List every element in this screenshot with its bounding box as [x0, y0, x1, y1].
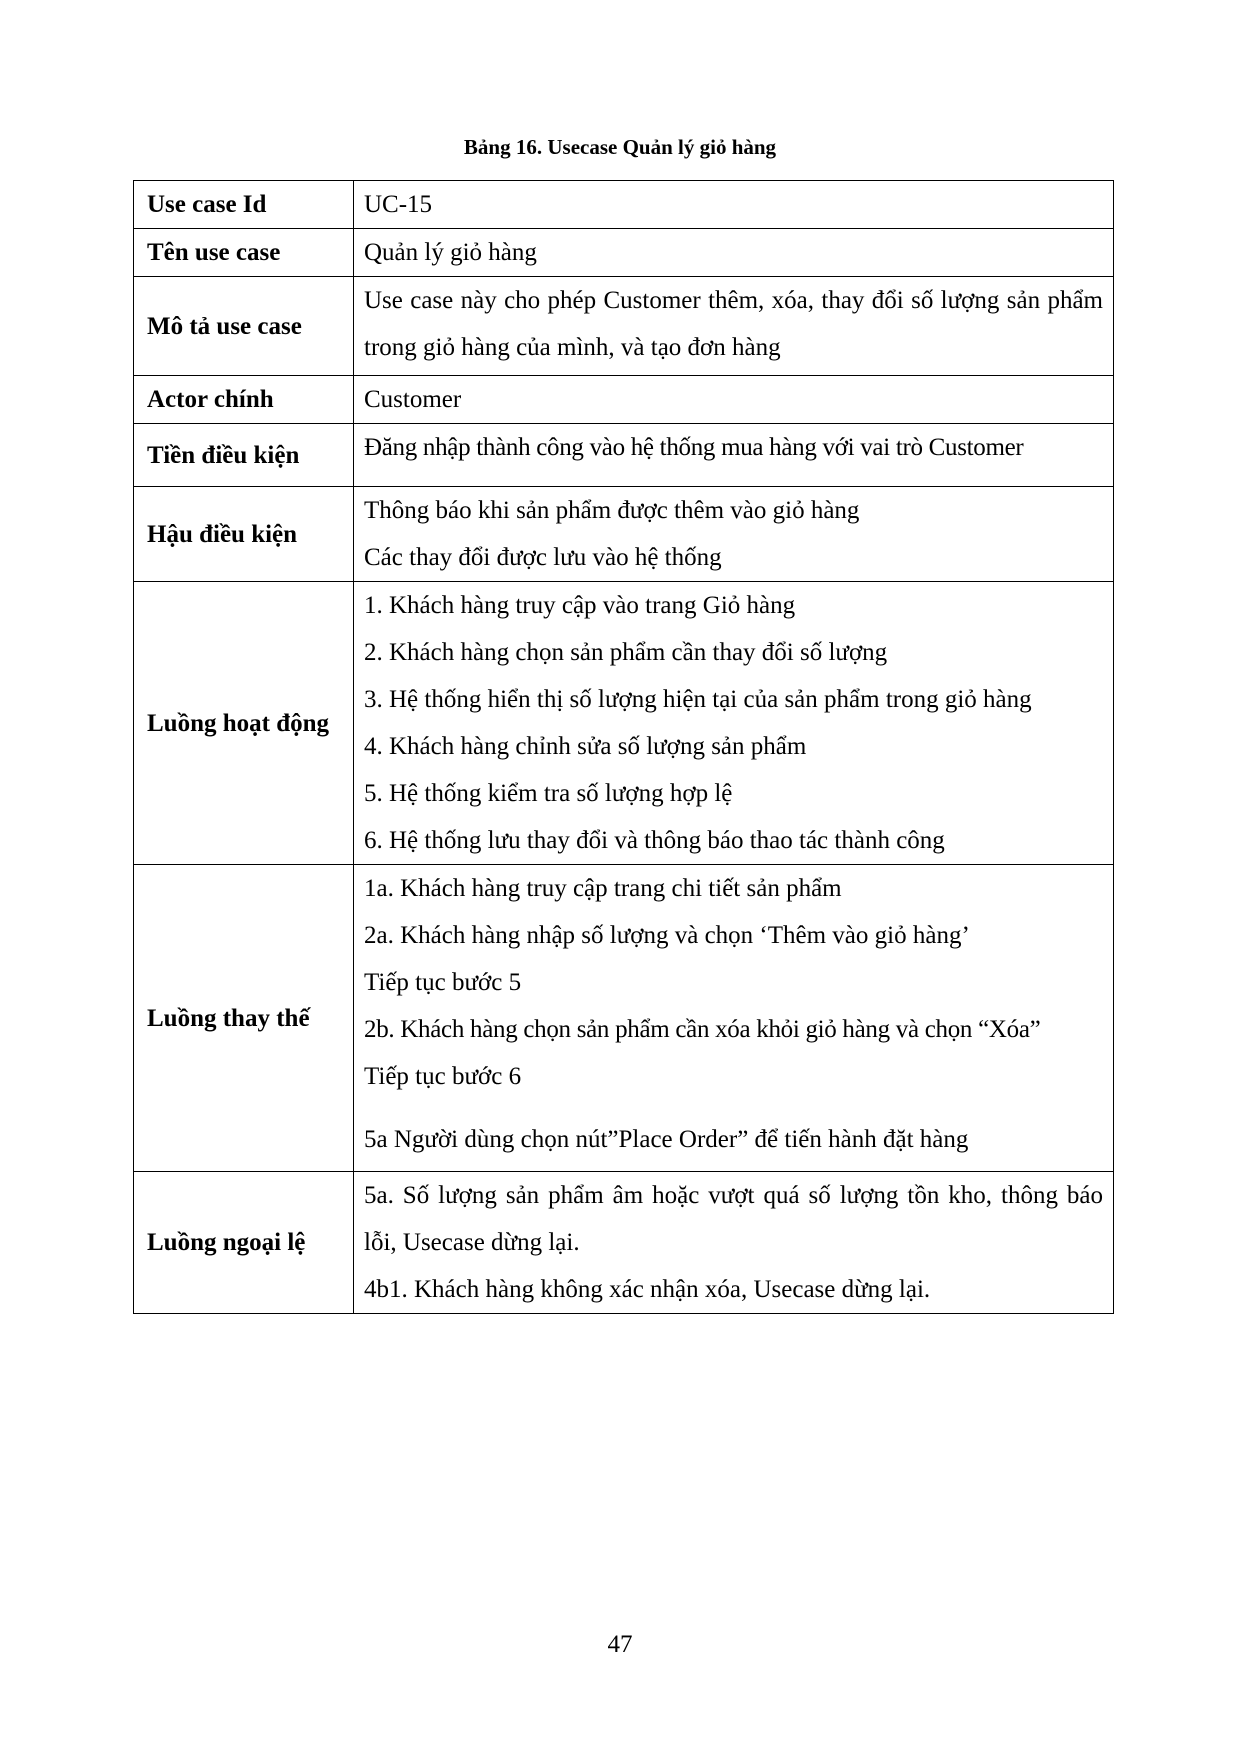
value-line: 4b1. Khách hàng không xác nhận xóa, Usecase dừng lại.: [364, 1276, 931, 1303]
row-value: [354, 424, 1114, 487]
row-label: Tên use case: [134, 229, 354, 277]
table-row: [134, 229, 1114, 277]
value-line: 3. Hệ thống hiển thị số lượng hiện tại của sản phẩm trong giỏ hàng: [364, 686, 1032, 713]
row-label: Use case Id: [134, 181, 354, 229]
value-line: 6. Hệ thống lưu thay đổi và thông báo thao tác thành công: [364, 827, 945, 854]
row-label: Tiền điều kiện: [134, 424, 354, 487]
value-line: 2a. Khách hàng nhập số lượng và chọn ‘Thêm vào giỏ hàng’: [364, 922, 970, 949]
value-line: 4. Khách hàng chỉnh sửa số lượng sản phẩm: [364, 733, 807, 760]
row-label: Luồng hoạt động: [134, 582, 354, 865]
value-line: 1a. Khách hàng truy cập trang chi tiết sản phẩm: [364, 875, 842, 902]
value-line: Use case này cho phép Customer thêm, xóa, thay đổi số lượng sản phẩm trong giỏ hàng của mình, và tạo đơn hàng: [364, 287, 1103, 361]
usecase-table: [133, 180, 1114, 1314]
row-value: [354, 865, 1114, 1172]
row-value: [354, 229, 1114, 277]
row-value: [354, 376, 1114, 424]
page-number: 47: [607, 1631, 633, 1658]
row-value: [354, 277, 1114, 376]
table-row: [134, 376, 1114, 424]
value-line: Tiếp tục bước 5: [364, 969, 522, 996]
value-line: 5. Hệ thống kiểm tra số lượng hợp lệ: [364, 780, 733, 807]
value-line: UC-15: [364, 191, 433, 218]
value-line: Đăng nhập thành công vào hệ thống mua hàng với vai trò Customer: [364, 434, 1024, 461]
value-line: 2b. Khách hàng chọn sản phẩm cần xóa khỏi giỏ hàng và chọn “Xóa”: [364, 1016, 1041, 1043]
row-label: Mô tả use case: [134, 277, 354, 376]
table-row: [134, 424, 1114, 487]
row-label: Actor chính: [134, 376, 354, 424]
table-caption: Bảng 16. Usecase Quản lý giỏ hàng: [463, 135, 777, 159]
table-row: [134, 1172, 1114, 1314]
row-value: [354, 1172, 1114, 1314]
value-line: Quản lý giỏ hàng: [364, 239, 537, 266]
table-row: [134, 865, 1114, 1172]
value-line: 1. Khách hàng truy cập vào trang Giỏ hàng: [364, 592, 796, 619]
value-line: Các thay đổi được lưu vào hệ thống: [364, 544, 722, 571]
table-row: [134, 181, 1114, 229]
table-row: [134, 487, 1114, 582]
row-value: [354, 487, 1114, 582]
row-label: Luồng thay thế: [134, 865, 354, 1172]
value-line: Tiếp tục bước 6: [364, 1063, 522, 1090]
row-value: [354, 582, 1114, 865]
value-line: 5a Người dùng chọn nút”Place Order” để tiến hành đặt hàng: [364, 1126, 969, 1153]
table-row: [134, 277, 1114, 376]
value-line: 2. Khách hàng chọn sản phẩm cần thay đổi số lượng: [364, 639, 888, 666]
value-line: Thông báo khi sản phẩm được thêm vào giỏ hàng: [364, 497, 860, 524]
row-value: [354, 181, 1114, 229]
value-line: 5a. Số lượng sản phẩm âm hoặc vượt quá số lượng tồn kho, thông báo lỗi, Usecase dừng lại.: [364, 1182, 1103, 1256]
row-label: Hậu điều kiện: [134, 487, 354, 582]
value-line: Customer: [364, 386, 462, 413]
row-label: Luồng ngoại lệ: [134, 1172, 354, 1314]
table-row: [134, 582, 1114, 865]
